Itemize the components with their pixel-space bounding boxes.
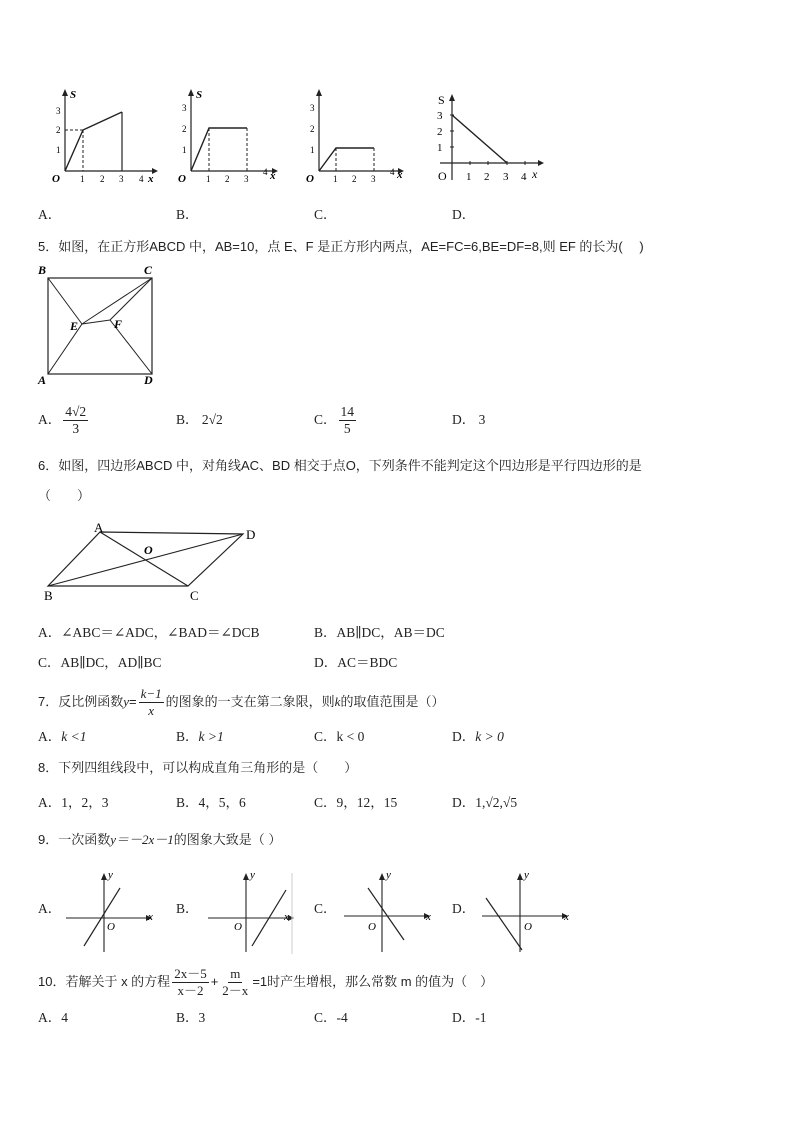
svg-text:y: y (250, 869, 255, 881)
q6-option-c[interactable]: C．AB∥DC，AD∥BC (38, 655, 162, 670)
q10-option-d[interactable]: D．-1 (452, 1010, 487, 1025)
svg-text:2: 2 (225, 174, 230, 184)
svg-text:x: x (397, 169, 403, 181)
vertex-a: A (38, 373, 47, 387)
svg-text:1: 1 (206, 174, 211, 184)
svg-text:O: O (107, 921, 115, 933)
graph-a (40, 88, 160, 188)
vertex-c: C (190, 588, 199, 603)
svg-text:O: O (524, 921, 532, 933)
q5-square-figure (32, 262, 172, 392)
q5-option-d[interactable]: D． 3 (452, 412, 486, 427)
q5-text: 5．如图，在正方形ABCD 中，AB=10，点 E、F 是正方形内两点，AE=FC=6,BE=DF=8,则 EF 的长为( ) (38, 239, 644, 254)
svg-text:2: 2 (56, 125, 61, 135)
q6-option-d[interactable]: D．AC＝BDC (314, 655, 398, 670)
svg-text:3: 3 (244, 174, 249, 184)
svg-text:3: 3 (503, 171, 509, 183)
point-e: E (70, 319, 79, 333)
q4-option-b[interactable]: B． (176, 207, 199, 222)
svg-text:S: S (438, 93, 445, 107)
svg-text:1: 1 (182, 145, 187, 155)
svg-text:y: y (108, 869, 113, 881)
q7-option-d[interactable]: D．k > 0 (452, 729, 504, 744)
svg-text:y: y (386, 869, 391, 881)
q7-option-a[interactable]: A．k <1 (38, 729, 87, 744)
q8-option-d[interactable]: D．1,√2,√5 (452, 795, 518, 810)
q6-text: 6．如图，四边形ABCD 中，对角线AC、BD 相交于点O，下列条件不能判定这个四边形是平行四边形的是 (38, 458, 642, 473)
q7-option-c[interactable]: C．k < 0 (314, 729, 365, 744)
svg-text:1: 1 (333, 174, 338, 184)
q7-text: 7．反比例函数 y = $\frac{k-1}{x}$ 的图象的一支在第二象限，则 k 的取值范围是（） (38, 685, 445, 718)
svg-text:x: x (564, 911, 569, 923)
svg-text:2: 2 (437, 126, 443, 138)
svg-text:3: 3 (56, 106, 61, 116)
vertex-b: B (38, 263, 47, 277)
svg-text:4: 4 (263, 167, 268, 177)
q8-option-b[interactable]: B．4，5，6 (176, 795, 246, 810)
svg-text:4: 4 (139, 174, 144, 184)
q5-option-c[interactable]: C． $\frac{14}{5}$ (314, 403, 355, 436)
q9-text: 9．一次函数y＝－2x－1的图象大致是（ ） (38, 832, 282, 847)
graph-c (294, 88, 414, 188)
graph-d (430, 88, 550, 188)
q10-option-a[interactable]: A．4 (38, 1010, 68, 1025)
q4-option-c[interactable]: C． (314, 207, 337, 222)
q6-option-b[interactable]: B．AB∥DC，AB＝DC (314, 625, 445, 640)
svg-text:3: 3 (437, 110, 443, 122)
q8-option-a[interactable]: A．1，2，3 (38, 795, 109, 810)
origin-label: O (52, 173, 60, 185)
svg-text:2: 2 (182, 124, 187, 134)
svg-text:x: x (426, 911, 431, 923)
q9-option-d[interactable]: D． (452, 901, 476, 916)
svg-text:y: y (524, 869, 529, 881)
q9-option-a[interactable]: A． (38, 901, 62, 916)
svg-text:x: x (284, 911, 289, 923)
svg-text:2: 2 (484, 171, 490, 183)
q6-parallelogram-figure (38, 518, 268, 608)
q9-graph-d (478, 868, 578, 958)
svg-text:4: 4 (390, 167, 395, 177)
vertex-a: A (94, 520, 104, 535)
q10-text: 10．若解关于 x 的方程 $\frac{2x-5}{x-2}$ + $\frac{m}{2-x}$ =1时产生增根，那么常数 m 的值为（ ） (38, 965, 494, 998)
svg-text:1: 1 (466, 171, 472, 183)
svg-text:O: O (438, 169, 447, 183)
svg-text:O: O (306, 173, 314, 185)
q4-option-a[interactable]: A． (38, 207, 62, 222)
svg-text:S: S (196, 89, 203, 101)
q4-option-d[interactable]: D． (452, 207, 476, 222)
svg-text:3: 3 (310, 103, 315, 113)
svg-text:x: x (148, 911, 153, 923)
svg-text:2: 2 (352, 174, 357, 184)
svg-text:1: 1 (310, 145, 315, 155)
q8-text: 8．下列四组线段中，可以构成直角三角形的是（ ） (38, 760, 358, 775)
point-o: O (144, 543, 153, 557)
q5-option-b[interactable]: B． 2√2 (176, 412, 223, 427)
svg-text:O: O (178, 173, 186, 185)
svg-text:x: x (532, 167, 538, 181)
q9-option-b[interactable]: B． (176, 901, 199, 916)
svg-text:O: O (368, 921, 376, 933)
axis-x-label: x (148, 173, 154, 185)
q9-graph-a (62, 868, 162, 958)
q6-option-a[interactable]: A．∠ABC＝∠ADC，∠BAD＝∠DCB (38, 625, 260, 640)
vertex-c: C (144, 263, 153, 277)
svg-text:2: 2 (310, 124, 315, 134)
svg-text:3: 3 (371, 174, 376, 184)
svg-text:O: O (234, 921, 242, 933)
svg-text:3: 3 (182, 103, 187, 113)
q9-graph-c (340, 868, 440, 958)
q9-option-c[interactable]: C． (314, 901, 337, 916)
graph-b (166, 88, 286, 188)
svg-text:1: 1 (56, 145, 61, 155)
q8-option-c[interactable]: C．9，12，15 (314, 795, 398, 810)
vertex-d: D (144, 373, 153, 387)
svg-text:1: 1 (437, 142, 443, 154)
vertex-b: B (44, 588, 53, 603)
q5-option-a[interactable]: A． $\frac{4√2}{3}$ (38, 403, 87, 436)
point-f: F (114, 317, 123, 331)
vertex-d: D (246, 527, 256, 542)
svg-text:2: 2 (100, 174, 105, 184)
axis-s-label: S (70, 89, 77, 101)
svg-text:x: x (270, 170, 276, 182)
q7-option-b[interactable]: B．k >1 (176, 729, 224, 744)
svg-text:3: 3 (119, 174, 124, 184)
q6-paren: （ ） (38, 488, 91, 503)
q10-option-c[interactable]: C．-4 (314, 1010, 348, 1025)
q9-graph-b (204, 868, 304, 958)
q10-option-b[interactable]: B．3 (176, 1010, 206, 1025)
svg-text:4: 4 (521, 171, 527, 183)
svg-text:1: 1 (80, 174, 85, 184)
